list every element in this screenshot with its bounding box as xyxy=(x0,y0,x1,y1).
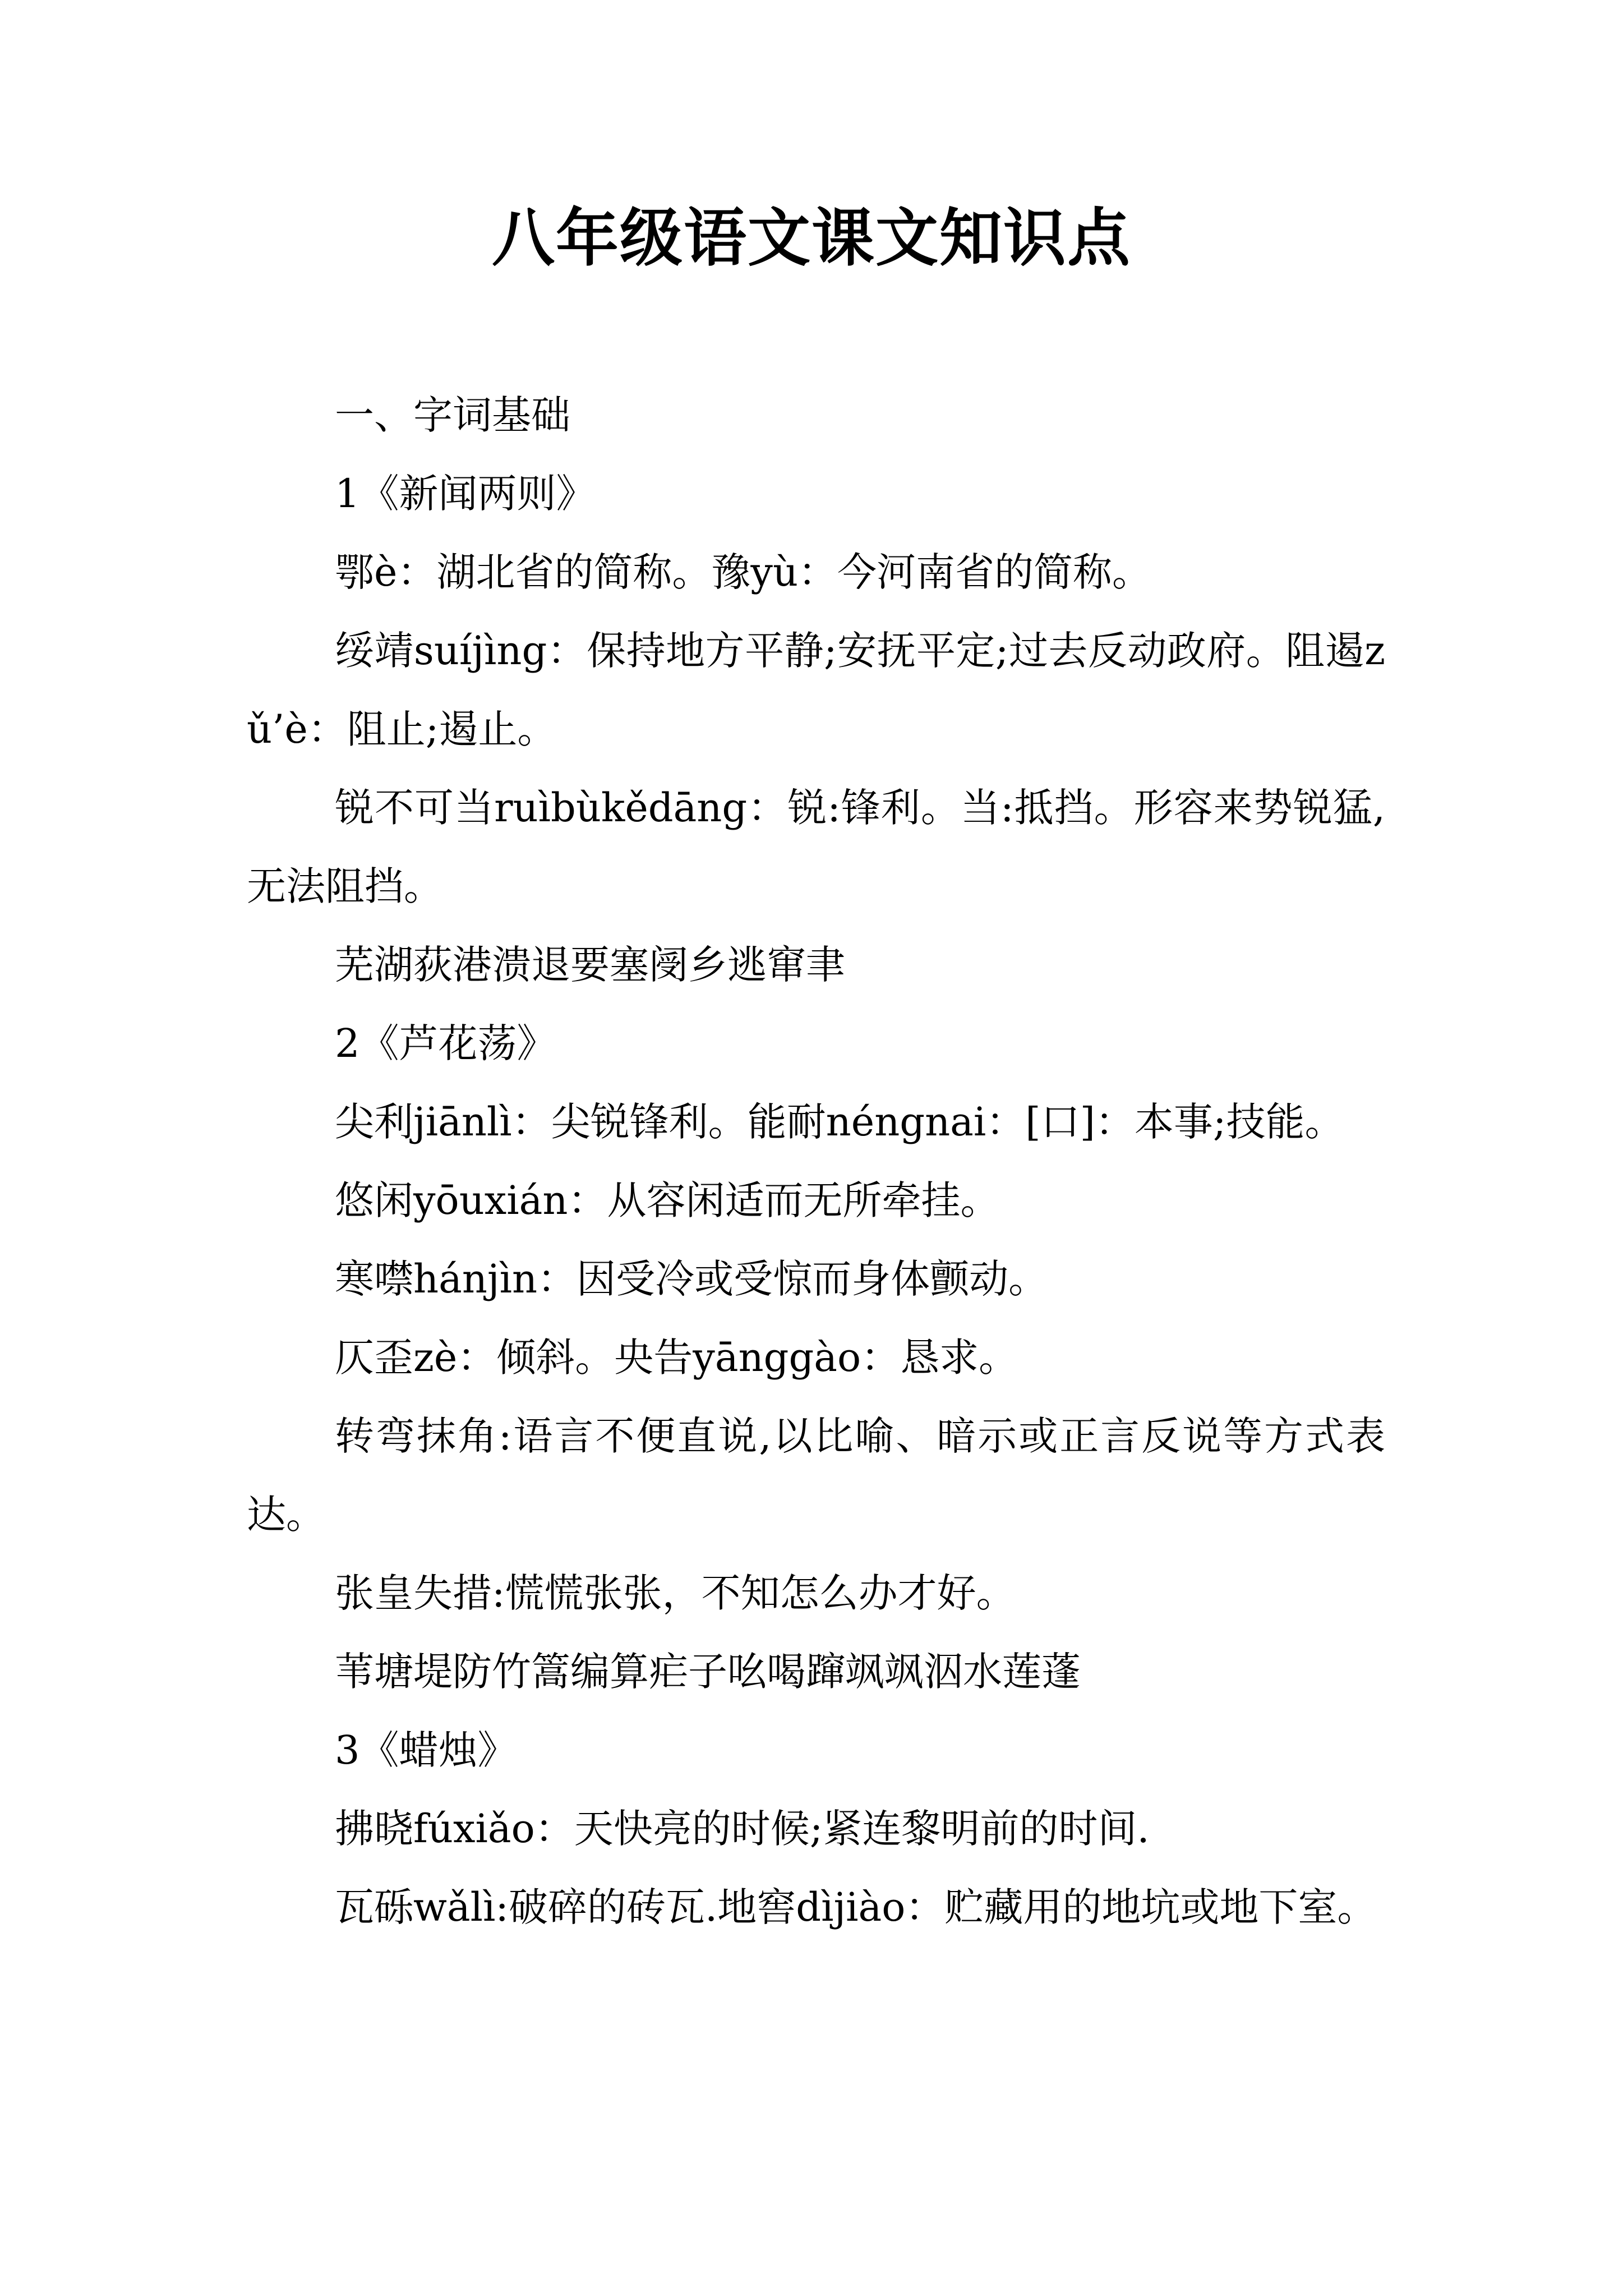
vocab-paragraph: 瓦砾wǎlì:破碎的砖瓦.地窖dìjiào：贮藏用的地坑或地下室。 xyxy=(335,1884,1377,1930)
section-heading: 一、字词基础 xyxy=(335,392,570,438)
vocab-paragraph: 锐不可当ruìbùkědāng：锐:锋利。当:抵挡。形容来势锐猛,无法阻挡。 xyxy=(247,785,1385,909)
vocab-list-paragraph: 苇塘堤防竹篙编算疟子吆喝蹿飒飒泅水莲蓬 xyxy=(335,1649,1081,1695)
vocab-paragraph: 转弯抹角:语言不便直说,以比喻、暗示或正言反说等方式表达。 xyxy=(247,1413,1385,1538)
vocab-paragraph: 鄂è：湖北省的简称。豫yù：今河南省的简称。 xyxy=(335,549,1152,595)
vocab-paragraph: 尖利jiānlì：尖锐锋利。能耐néngnai：[口]：本事;技能。 xyxy=(335,1099,1344,1145)
vocab-paragraph: 张皇失措:慌慌张张，不知怎么办才好。 xyxy=(335,1570,1016,1616)
lesson-heading: 1《新闻两则》 xyxy=(335,471,596,517)
lesson-heading: 3《蜡烛》 xyxy=(335,1727,517,1773)
document-body xyxy=(247,376,1385,1947)
vocab-paragraph: 寒噤hánjìn：因受冷或受惊而身体颤动。 xyxy=(335,1256,1048,1302)
vocab-paragraph: 拂晓fúxiǎo：天快亮的时候;紧连黎明前的时间. xyxy=(335,1806,1150,1852)
vocab-paragraph: 绥靖suíjìng：保持地方平静;安抚平定;过去反动政府。阻遏zǔ’è：阻止;遏止。 xyxy=(247,628,1385,752)
vocab-paragraph: 悠闲yōuxián：从容闲适而无所牵挂。 xyxy=(335,1177,1000,1223)
vocab-list-paragraph: 芜湖荻港溃退要塞阌乡逃窜聿 xyxy=(335,942,845,988)
lesson-heading: 2《芦花荡》 xyxy=(335,1020,556,1066)
document-title: 八年级语文课文知识点 xyxy=(492,201,1131,275)
vocab-paragraph: 仄歪zè：倾斜。央告yānggào：恳求。 xyxy=(335,1335,1018,1381)
